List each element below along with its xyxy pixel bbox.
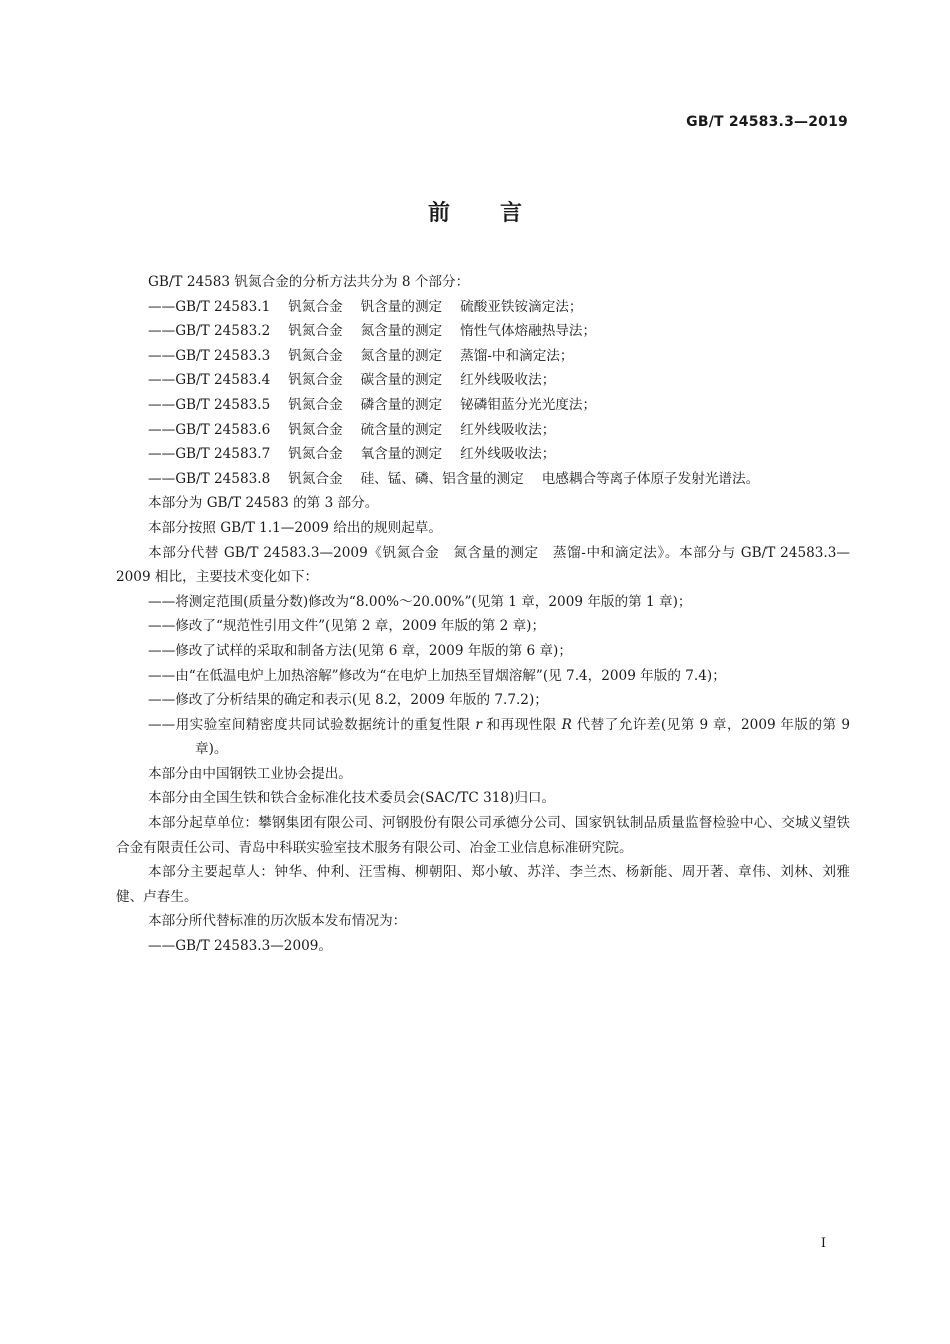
parts-list [116,295,850,492]
rule-paragraph: 本部分按照 GB/T 1.1—2009 给出的规则起草。 [148,519,442,536]
list-item: ——GB/T 24583.5 钒氮合金 磷含量的测定 铋磷钼蓝分光光度法； [148,396,597,413]
list-item: ——GB/T 24583.1 钒氮合金 钒含量的测定 硫酸亚铁铵滴定法； [148,298,583,315]
list-item: ——GB/T 24583.3 钒氮合金 氮含量的测定 蒸馏-中和滴定法； [148,347,574,364]
foreword-body [116,270,850,959]
list-item: ——GB/T 24583.3—2009。 [148,938,333,955]
drafting-units-paragraph: 本部分起草单位：攀钢集团有限公司、河钢股份有限公司承德分公司、国家钒钛制品质量监督检验中心、交城义望铁合金有限责任公司、青岛中科联实验室技术服务有限公司、冶金工业信息标准研究院。 [116,815,850,856]
list-item: ——GB/T 24583.8 钒氮合金 硅、锰、磷、铝含量的测定 电感耦合等离子体原子发射光谱法。 [148,470,760,487]
page-number: I [820,1236,826,1251]
symbol-r: r [475,716,482,733]
changes-list [116,590,850,762]
list-item: ——修改了试样的采取和制备方法(见第 6 章，2009 年版的第 6 章)； [148,642,572,659]
standard-number: GB/T 24583.3—2019 [686,114,848,130]
part-paragraph: 本部分为 GB/T 24583 的第 3 部分。 [148,495,379,512]
page-title: 前言 [427,201,572,226]
list-item: ——修改了“规范性引用文件”(见第 2 章，2009 年版的第 2 章)； [148,618,546,635]
intro-paragraph: GB/T 24583 钒氮合金的分析方法共分为 8 个部分： [148,274,470,290]
list-item: ——用实验室间精密度共同试验数据统计的重复性限 r 和再现性限 R 代替了允许差(见第 9 章，2009 年版的第 9 章)。 [148,716,850,758]
history-paragraph: 本部分所代替标准的历次版本发布情况为： [148,913,407,930]
list-item: ——GB/T 24583.4 钒氮合金 碳含量的测定 红外线吸收法； [148,372,556,389]
proposed-paragraph: 本部分由中国钢铁工业协会提出。 [148,765,352,782]
list-item: ——修改了分析结果的确定和表示(见 8.2，2009 年版的 7.7.2)； [148,692,548,709]
list-item: ——GB/T 24583.6 钒氮合金 硫含量的测定 红外线吸收法； [148,421,556,438]
list-item: ——由“在低温电炉上加热溶解”修改为“在电炉上加热至冒烟溶解”(见 7.4，2009 年版的 7.4)； [148,667,726,684]
symbol-R: R [561,716,572,733]
list-item: ——GB/T 24583.7 钒氮合金 氧含量的测定 红外线吸收法； [148,446,556,463]
list-item: ——将测定范围(质量分数)修改为“8.00%～20.00%”(见第 1 章，2009 年版的第 1 章)； [148,593,692,610]
list-item: ——GB/T 24583.2 钒氮合金 氮含量的测定 惰性气体熔融热导法； [148,323,597,340]
replace-paragraph: 本部分代替 GB/T 24583.3—2009《钒氮合金 氮含量的测定 蒸馏-中和滴定法》。本部分与 GB/T 24583.3—2009 相比，主要技术变化如下： [116,544,850,586]
centralized-paragraph: 本部分由全国生铁和铁合金标准化技术委员会(SAC/TC 318)归口。 [148,790,556,807]
drafters-paragraph: 本部分主要起草人：钟华、仲利、汪雪梅、柳朝阳、郑小敏、苏洋、李兰杰、杨新能、周开著、章伟、刘林、刘雅健、卢春生。 [116,864,850,905]
